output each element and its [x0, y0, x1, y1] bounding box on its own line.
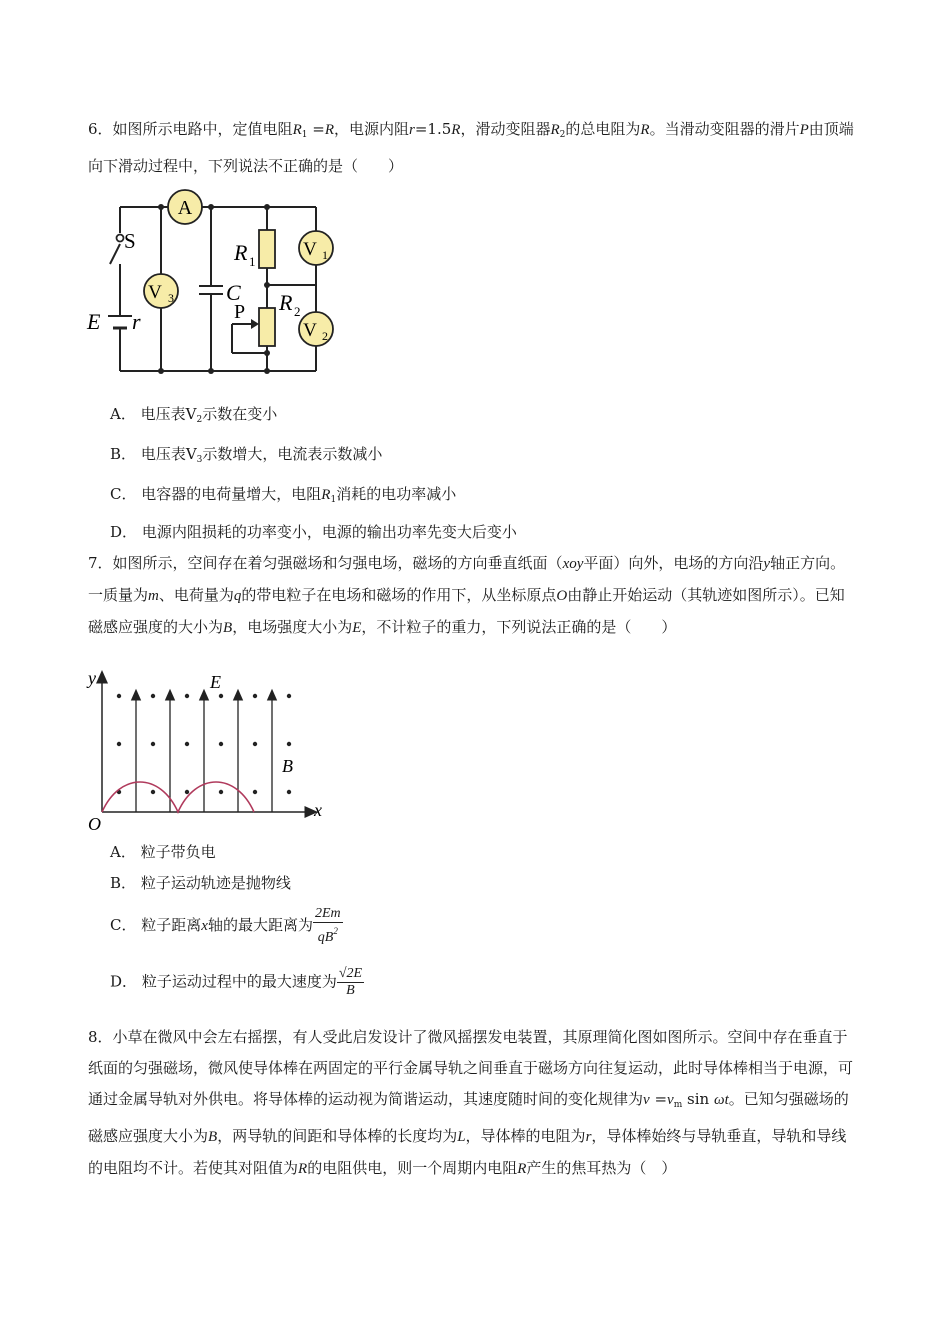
q6-R: R: [324, 122, 334, 138]
fraction: [313, 906, 343, 946]
v2-label: V: [303, 320, 317, 341]
q7-text: ，不计粒子的重力，下列说法正确的是（ ）: [361, 618, 677, 636]
q6-P: P: [799, 122, 809, 138]
q7-E: E: [352, 620, 362, 636]
q7-option-c: [110, 906, 343, 946]
q6-text: 。当滑动变阻器的滑片: [649, 120, 800, 138]
q8-vm: v: [667, 1092, 674, 1108]
option-r: R: [321, 487, 331, 503]
q7-text: 的带电粒子在电场和磁场的作用下，从坐标原点: [241, 586, 557, 604]
option-text: 电容器的电荷量增大，电阻: [141, 485, 322, 503]
r1-label: R: [234, 240, 248, 265]
q8-number: 8．: [88, 1028, 113, 1046]
q8-text: ，两导轨的间距和导体棒的长度均为: [217, 1127, 458, 1145]
q7-text: 由静止开始运动（其轨迹如图所示）。已知磁感应强度的大小为: [88, 586, 845, 636]
option-text: 电压表: [140, 445, 186, 463]
q7-m: m: [148, 588, 159, 604]
option-text: 轴的最大距离为: [207, 916, 313, 934]
option-v: V: [185, 445, 197, 463]
q8-text: 小草在微风中会左右摇摆，有人受此启发设计了微风摇摆发电装置，其原理简化图如图所示。空间中存在垂直于纸面的匀强磁场，微风使导体棒在两固定的平行金属导轨之间垂直于磁场方向往复运动，此时导体棒相当于电源，可通过金属导轨对外供电。将导体棒的运动视为简谐运动，其速度随时间的变化规律为: [88, 1028, 854, 1108]
option-label: A．: [110, 405, 136, 423]
x-axis-label: x: [314, 800, 322, 820]
q7-number: 7．: [88, 554, 113, 572]
option-text: 示数在变小: [202, 405, 278, 423]
option-text: 粒子距离: [141, 916, 202, 934]
q8-R: R: [517, 1161, 527, 1177]
v1-label: V: [303, 239, 317, 260]
fraction-numerator: 2Em: [314, 906, 341, 921]
slider-label: P: [234, 301, 246, 323]
q7-text: 如图所示，空间存在着匀强磁场和匀强电场，磁场的方向垂直纸面（: [112, 554, 563, 572]
option-v-sub: 2: [196, 415, 203, 425]
q8-B: B: [208, 1129, 218, 1145]
q6-number: 6．: [88, 120, 113, 138]
field-diagram: [82, 664, 342, 836]
option-r-sub: 1: [330, 495, 337, 505]
q7-xoy: xoy: [562, 556, 584, 572]
q6-r1-sub: 1: [301, 130, 308, 140]
question-8-stem: [88, 1022, 858, 1185]
q8-text: ，导体棒的电阻为: [465, 1127, 586, 1145]
q7-text: 平面）向外，电场的方向沿: [583, 554, 764, 572]
q6-text: ，电源内阻: [334, 120, 410, 138]
q6-r: r: [409, 122, 415, 138]
v2-sub: 2: [322, 329, 328, 343]
option-label: C．: [110, 916, 137, 934]
option-label: D．: [110, 523, 138, 541]
internal-r-label: r: [132, 309, 141, 334]
option-label: D．: [110, 972, 138, 991]
q7-y: y: [763, 556, 771, 572]
option-label: B．: [110, 874, 137, 892]
b-field-label: B: [282, 756, 293, 776]
option-label: C．: [110, 485, 137, 503]
q6-text: 如图所示电路中，定值电阻: [112, 120, 293, 138]
q6-option-d: [110, 520, 517, 544]
q8-text: ，导体棒始终与导轨垂直，导轨和导线的电阻均不计。若使其对阻值为: [88, 1127, 847, 1177]
fraction-numerator: √2E: [338, 966, 363, 981]
q8-vm-sub: m: [673, 1100, 683, 1110]
q7-option-b: [110, 871, 291, 895]
option-text: 示数增大，电流表示数减小: [202, 445, 383, 463]
q8-R: R: [298, 1161, 308, 1177]
option-text: 粒子运动过程中的最大速度为: [141, 972, 337, 991]
option-v: V: [185, 405, 197, 423]
q8-text: 产生的焦耳热为（ ）: [526, 1159, 677, 1177]
v3-label: V: [148, 282, 162, 303]
q7-text: 轴正方向。一质量为: [88, 554, 846, 604]
q6-text: 的总电阻为: [565, 120, 641, 138]
q8-text: 。已知匀强磁场的磁感应强度大小为: [88, 1090, 849, 1145]
capacitor-label: C: [226, 280, 241, 305]
q6-eq: =1.5: [414, 120, 452, 138]
q6-r2-sub: 2: [559, 130, 566, 140]
q6-R: R: [640, 122, 650, 138]
circuit-diagram: [82, 188, 342, 378]
option-label: A．: [110, 843, 136, 861]
switch-label: S: [124, 229, 136, 253]
q6-r1: R: [292, 122, 302, 138]
y-axis-label: y: [88, 668, 96, 688]
q6-text: 由顶端向下滑动过程中，下列说法不正确的是（ ）: [88, 120, 854, 175]
q8-r: r: [585, 1129, 592, 1145]
q8-sin: sin: [687, 1090, 710, 1108]
q7-text: 、电荷量为: [158, 586, 234, 604]
question-6-stem: [88, 114, 858, 182]
fraction-denominator: B: [346, 983, 355, 998]
origin-label: O: [88, 814, 101, 834]
v3-sub: 3: [168, 291, 174, 305]
q6-option-c: [110, 482, 456, 512]
q8-eq: =: [654, 1090, 668, 1108]
option-label: B．: [110, 445, 137, 463]
q7-option-a: [110, 840, 216, 864]
q6-R: R: [451, 122, 461, 138]
option-text: 电源内阻损耗的功率变小，电源的输出功率先变大后变小: [141, 523, 517, 541]
option-x: x: [201, 918, 208, 934]
e-field-label: E: [210, 672, 221, 692]
r2-sub: 2: [294, 304, 301, 319]
emf-label: E: [87, 309, 101, 334]
r1-sub: 1: [249, 254, 256, 269]
option-text: 消耗的电功率减小: [336, 485, 457, 503]
option-v-sub: 3: [196, 455, 203, 465]
q8-L: L: [457, 1129, 466, 1145]
q7-q: q: [233, 588, 242, 604]
q6-option-a: [110, 402, 277, 432]
ammeter-label: A: [177, 197, 193, 219]
option-text: 粒子运动轨迹是抛物线: [140, 874, 291, 892]
q6-r2: R: [550, 122, 560, 138]
q6-text: ，滑动变阻器: [460, 120, 551, 138]
q8-wt: ωt: [713, 1092, 729, 1108]
fraction-sup: 2: [333, 926, 338, 936]
q7-option-d: [110, 966, 364, 999]
q8-text: 的电阻供电，则一个周期内电阻: [307, 1159, 518, 1177]
option-text: 电压表: [140, 405, 186, 423]
r2-label: R: [279, 290, 293, 315]
option-text: 粒子带负电: [140, 843, 216, 861]
v1-sub: 1: [322, 248, 328, 262]
q6-eq: =: [312, 120, 325, 138]
q7-O: O: [556, 588, 568, 604]
fraction-denominator: qB: [317, 930, 334, 945]
question-7-stem: [88, 548, 858, 644]
q6-option-b: [110, 442, 382, 472]
q7-B: B: [223, 620, 233, 636]
q8-v: v: [643, 1092, 650, 1108]
fraction: [337, 966, 364, 999]
q7-text: ，电场强度大小为: [232, 618, 353, 636]
